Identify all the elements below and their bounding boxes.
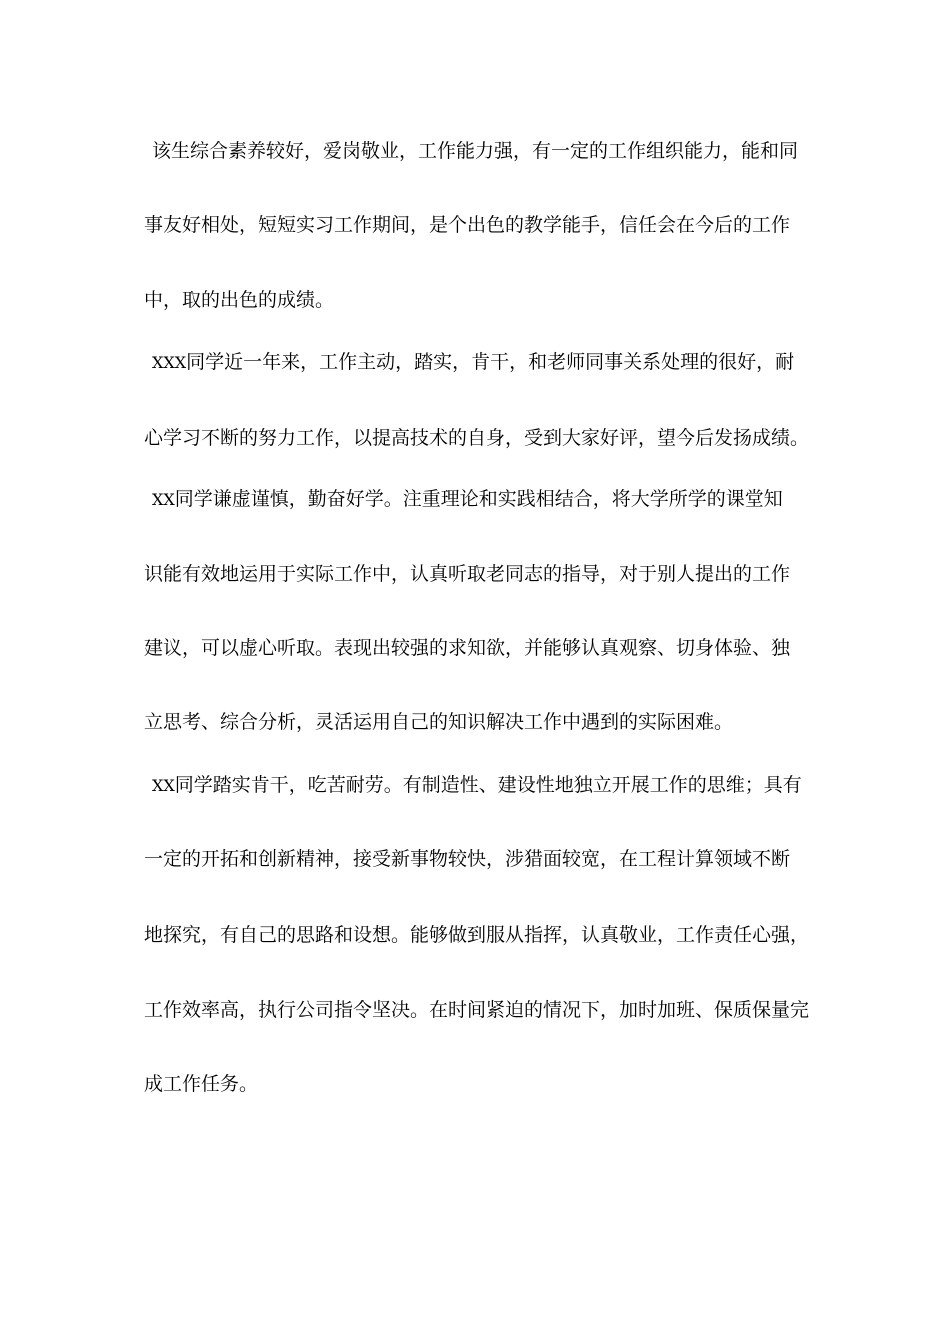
paragraph-4-name-mark: XX <box>152 776 175 795</box>
paragraph-1-line-1: 该生综合素养较好，爱岗敬业，工作能力强，有一定的工作组织能力，能和同 <box>152 140 799 162</box>
paragraph-3-line-1-text: 同学谦虚谨慎，勤奋好学。注重理论和实践相结合，将大学所学的课堂知 <box>174 488 783 510</box>
paragraph-3-line-3: 建议，可以虚心听取。表现出较强的求知欲，并能够认真观察、切身体验、独 <box>144 637 791 659</box>
paragraph-3-line-4: 立思考、综合分析，灵活运用自己的知识解决工作中遇到的实际困难。 <box>144 711 734 733</box>
paragraph-4-line-4: 工作效率高，执行公司指令坚决。在时间紧迫的情况下，加时加班、保质保量完 <box>144 999 810 1021</box>
paragraph-2-line-1-text: 同学近一年来，工作主动，踏实，肯干，和老师同事关系处理的很好，耐 <box>186 351 795 373</box>
paragraph-3-line-2: 识能有效地运用于实际工作中，认真听取老同志的指导，对于别人提出的工作 <box>144 563 791 585</box>
paragraph-3-line-1 <box>152 482 832 516</box>
paragraph-4-line-1-text: 同学踏实肯干，吃苦耐劳。有制造性、建设性地独立开展工作的思维；具有 <box>174 774 802 796</box>
paragraph-2-line-1 <box>152 345 832 379</box>
paragraph-3-name-mark: XX <box>152 490 175 509</box>
paragraph-4-line-5: 成工作任务。 <box>144 1073 259 1095</box>
paragraph-2-line-2: 心学习不断的努力工作，以提高技术的自身，受到大家好评，望今后发扬成绩。 <box>144 427 810 449</box>
paragraph-1-line-2: 事友好相处，短短实习工作期间，是个出色的教学能手，信任会在今后的工作 <box>144 214 791 236</box>
paragraph-4-line-2: 一定的开拓和创新精神，接受新事物较快，涉猎面较宽，在工程计算领域不断 <box>144 848 791 870</box>
paragraph-4-line-3: 地探究，有自己的思路和设想。能够做到服从指挥，认真敬业，工作责任心强， <box>144 924 810 946</box>
paragraph-1-line-3: 中，取的出色的成绩。 <box>144 289 335 311</box>
paragraph-2-name-mark: XXX <box>152 353 187 372</box>
paragraph-4-line-1 <box>152 768 832 802</box>
